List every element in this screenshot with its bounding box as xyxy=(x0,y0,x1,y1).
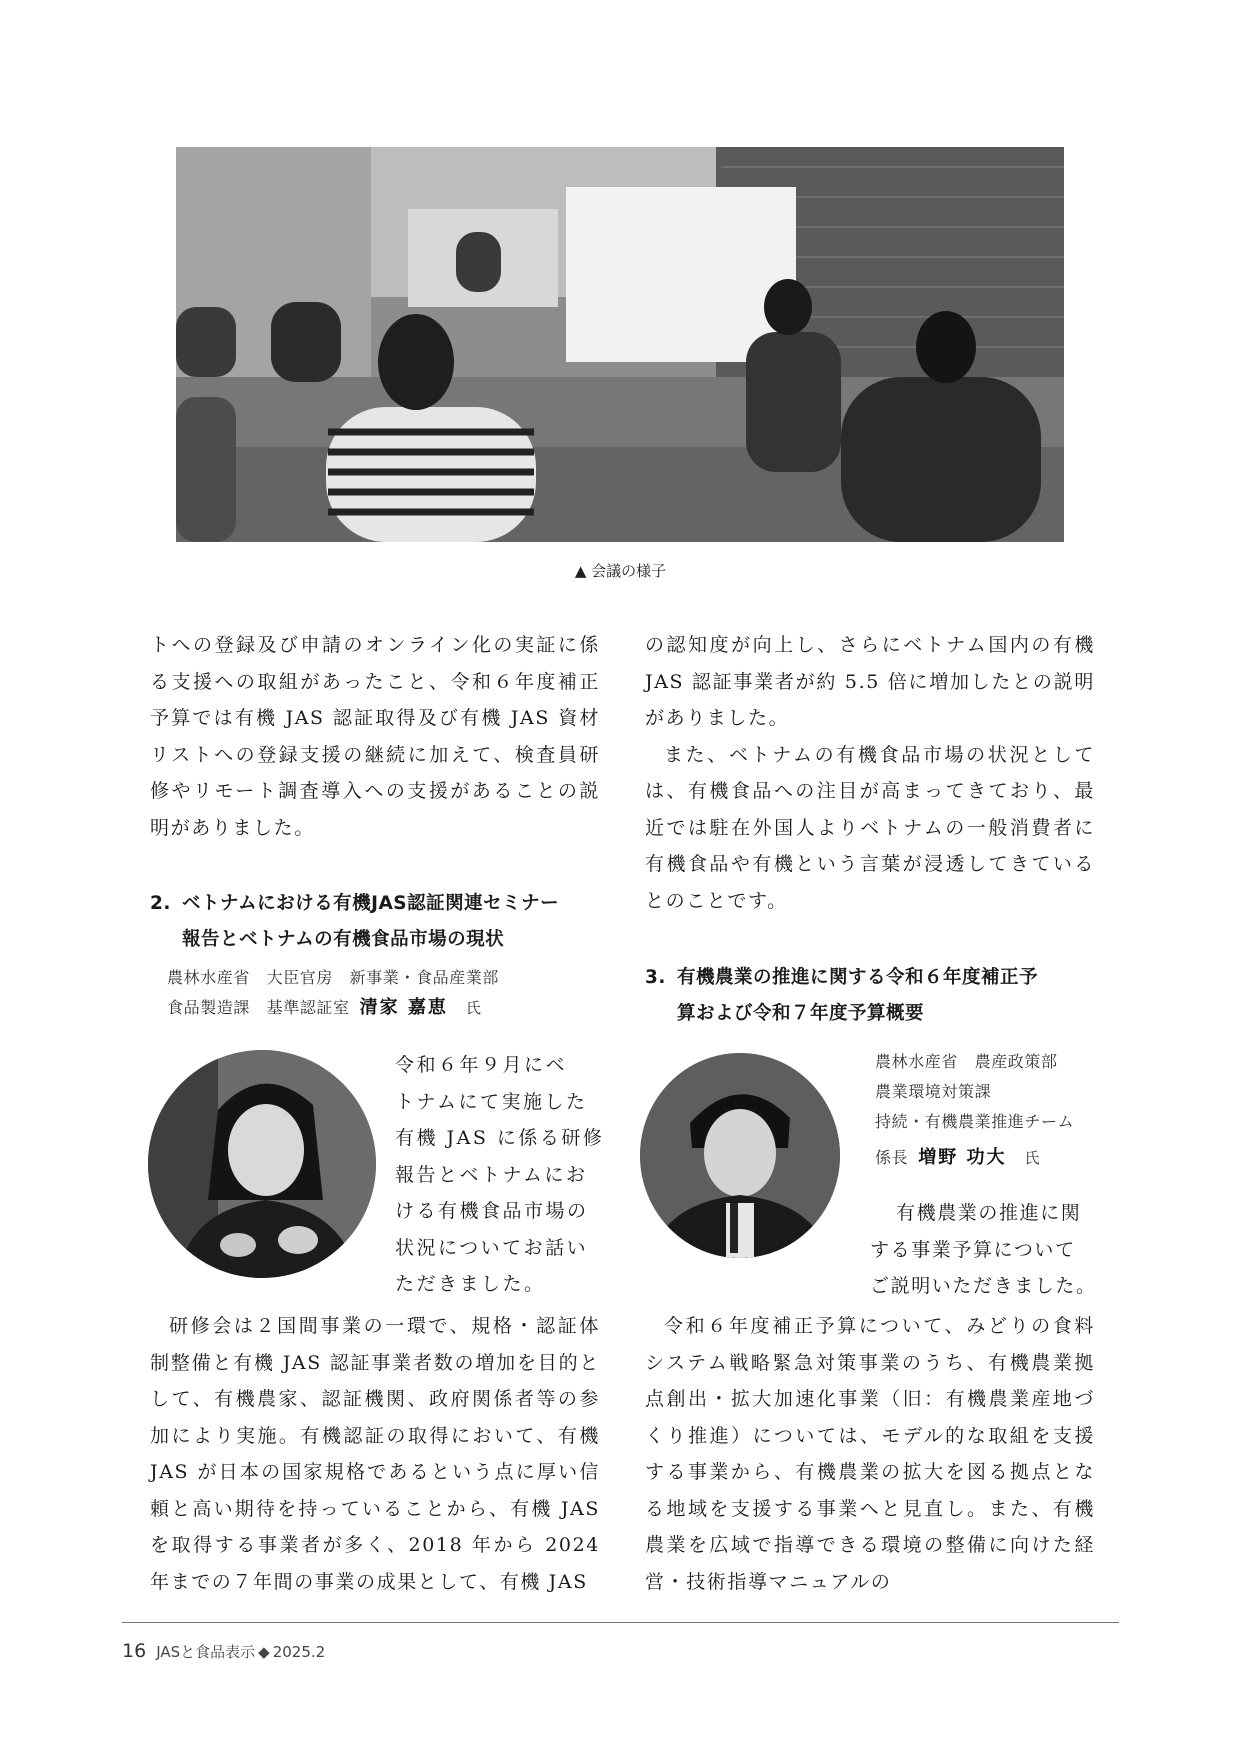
page-number: 16 xyxy=(122,1640,147,1662)
speaker-2-portrait xyxy=(640,1053,840,1258)
speaker-2-suffix: 氏 xyxy=(1024,1149,1041,1167)
lead-1-line-4: 報告とベトナムにお xyxy=(395,1163,588,1186)
right-cont xyxy=(645,627,1095,919)
diamond-icon: ◆ xyxy=(258,1643,270,1661)
section-3-title-line2: 算および令和７年度予算概要 xyxy=(677,1003,925,1024)
lead-1-line-7: ただきました。 xyxy=(395,1273,546,1295)
lead-1-line-2: トナムにて実施した xyxy=(395,1090,588,1113)
speaker-1-suffix: 氏 xyxy=(465,999,482,1017)
footer-rule xyxy=(122,1622,1119,1623)
lead-2-line-2: する事業予算について xyxy=(870,1238,1076,1261)
left-intro-text: トへの登録及び申請のオンライン化の実証に係る支援への取組があったこと、令和６年度補正予算では有機 JAS 認証取得及び有機 JAS 資材リストへの登録支援の継続に加えて、検査員研修やリモート調査導入への支援があることの説明がありました。 xyxy=(150,634,600,839)
speaker-2-affiliation-line1: 農林水産省 農産政策部 xyxy=(875,1052,1058,1071)
meeting-photo xyxy=(176,147,1064,542)
right-body-text: 令和６年度補正予算について、みどりの食料システム戦略緊急対策事業のうち、有機農業拠点創出・拡大加速化事業（旧：有機農業産地づくり推進）については、モデル的な取組を支援する事業から、有機農業の拡大を図る拠点となる地域を支援する事業へと見直し。また、有機農業を広域で指導できる環境の整備に向けた経営・技術指導マニュアルの xyxy=(645,1315,1095,1593)
right-para2: また、ベトナムの有機食品市場の状況としては、有機食品への注目が高まってきており、最近では駐在外国人よりベトナムの一般消費者に有機食品や有機という言葉が浸透してきているとのことです。 xyxy=(645,743,1095,912)
lead-1-line-5: ける有機食品市場の xyxy=(395,1200,589,1222)
lead-2-line-3: ご説明いただきました。 xyxy=(870,1275,1097,1297)
section-2-title-line1: ベトナムにおける有機JAS認証関連セミナー xyxy=(182,893,560,914)
speaker-2-title: 係長 xyxy=(875,1148,909,1167)
speaker-2-lead xyxy=(870,1195,1110,1305)
section-2-heading xyxy=(150,886,610,958)
left-intro xyxy=(150,627,600,846)
section-3-heading xyxy=(645,960,1105,1032)
speaker-1-portrait xyxy=(148,1050,376,1278)
speaker-1-affiliation-line2: 食品製造課 基準認証室 xyxy=(167,998,350,1017)
right-body xyxy=(645,1308,1095,1600)
section-3-number: 3. xyxy=(645,967,666,988)
lead-1-line-3: 有機 JAS に係る研修 xyxy=(395,1127,605,1149)
speaker-2-affiliation-line2: 農業環境対策課 xyxy=(875,1082,992,1101)
speaker-2-name: 増野 功大 xyxy=(918,1147,1007,1168)
section-2-number: 2. xyxy=(150,893,171,914)
lead-2-line-1: 有機農業の推進に関 xyxy=(896,1202,1082,1224)
lead-1-line-6: 状況についてお話い xyxy=(395,1236,589,1259)
speaker-2-affiliation xyxy=(875,1047,1105,1173)
section-3-title-line1: 有機農業の推進に関する令和６年度補正予 xyxy=(677,967,1039,988)
left-body-text: 研修会は２国間事業の一環で、規格・認証体制整備と有機 JAS 認証事業者数の増加を目的として、有機農家、認証機関、政府関係者等の参加により実施。有機認証の取得において、有機 JAS が日本の国家規格であるという点に厚い信頼と高い期待を持っていることから、有機 JAS を取得する事業者が多く、2018 年から 2024 年までの７年間の事業の成果として、有機 JAS xyxy=(150,1315,600,1593)
issue-date: 2025.2 xyxy=(272,1643,326,1661)
speaker-1-affiliation-line1: 農林水産省 大臣官房 新事業・食品産業部 xyxy=(167,968,500,987)
lead-1-line-1: 令和６年９月にベ xyxy=(395,1054,568,1076)
section-2-title-line2: 報告とベトナムの有機食品市場の現状 xyxy=(182,929,505,950)
speaker-1-affiliation xyxy=(167,963,607,1023)
speaker-1-lead xyxy=(395,1047,605,1303)
footer xyxy=(122,1640,325,1662)
left-body xyxy=(150,1308,600,1600)
speaker-1-name: 清家 嘉恵 xyxy=(359,997,448,1018)
right-cont-text: の認知度が向上し、さらにベトナム国内の有機 JAS 認証事業者が約 5.5 倍に増加したとの説明がありました。 xyxy=(645,634,1095,729)
speaker-2-affiliation-line3: 持続・有機農業推進チーム xyxy=(875,1112,1075,1131)
photo-caption: ▲ 会議の様子 xyxy=(574,562,667,580)
magazine-name: JASと食品表示 xyxy=(156,1643,256,1661)
